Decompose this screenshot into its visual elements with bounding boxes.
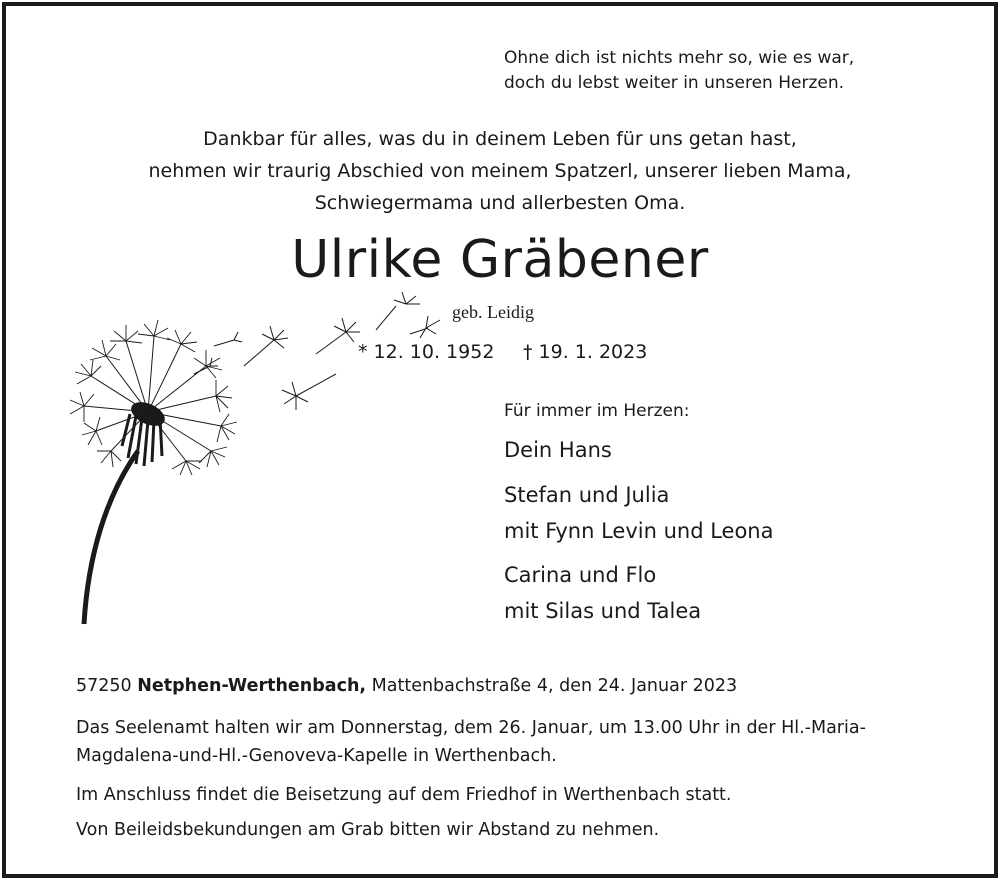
death-date: † 19. 1. 2023 — [523, 341, 648, 363]
burial-info: Im Anschluss findet die Beisetzung auf dem Friedhof in Werthenbach statt. — [76, 785, 732, 805]
mourners-heading: Für immer im Herzen: — [504, 401, 690, 421]
intro-line-3: Schwiegermama und allerbesten Oma. — [314, 192, 686, 214]
birth-date: * 12. 10. 1952 — [358, 341, 495, 363]
mourner-line: Dein Hans — [504, 438, 612, 462]
dandelion-icon — [66, 286, 466, 626]
birth-name: geb. Leidig — [452, 302, 534, 322]
mourner-line: mit Fynn Levin und Leona — [504, 519, 774, 543]
motto-line-2: doch du lebst weiter in unseren Herzen. — [504, 73, 844, 93]
mourner-line: Stefan und Julia — [504, 483, 670, 507]
service-line-1: Das Seelenamt halten wir am Donnerstag, dem 26. Januar, um 13.00 Uhr in der Hl.-Maria- — [76, 718, 866, 738]
motto-line-1: Ohne dich ist nichts mehr so, wie es war, — [504, 48, 855, 68]
town: Netphen-Werthenbach, — [137, 676, 367, 696]
obituary-notice — [2, 2, 998, 878]
service-info — [76, 714, 866, 770]
intro-line-2: nehmen wir traurig Abschied von meinem Spatzerl, unserer lieben Mama, — [148, 160, 852, 182]
postcode: 57250 — [76, 676, 132, 696]
mourner-line: mit Silas und Talea — [504, 599, 702, 623]
intro-line-1: Dankbar für alles, was du in deinem Leben für uns getan hast, — [203, 128, 797, 150]
address-date: Mattenbachstraße 4, den 24. Januar 2023 — [371, 676, 738, 696]
motto — [504, 46, 854, 96]
service-line-2: Magdalena-und-Hl.-Genoveva-Kapelle in Werthenbach. — [76, 746, 557, 766]
address-line — [76, 672, 737, 700]
intro-text — [6, 123, 994, 219]
condolence-note: Von Beileidsbekundungen am Grab bitten wir Abstand zu nehmen. — [76, 820, 660, 840]
deceased-name: Ulrike Gräbener — [291, 230, 709, 290]
mourner-line: Carina und Flo — [504, 563, 657, 587]
